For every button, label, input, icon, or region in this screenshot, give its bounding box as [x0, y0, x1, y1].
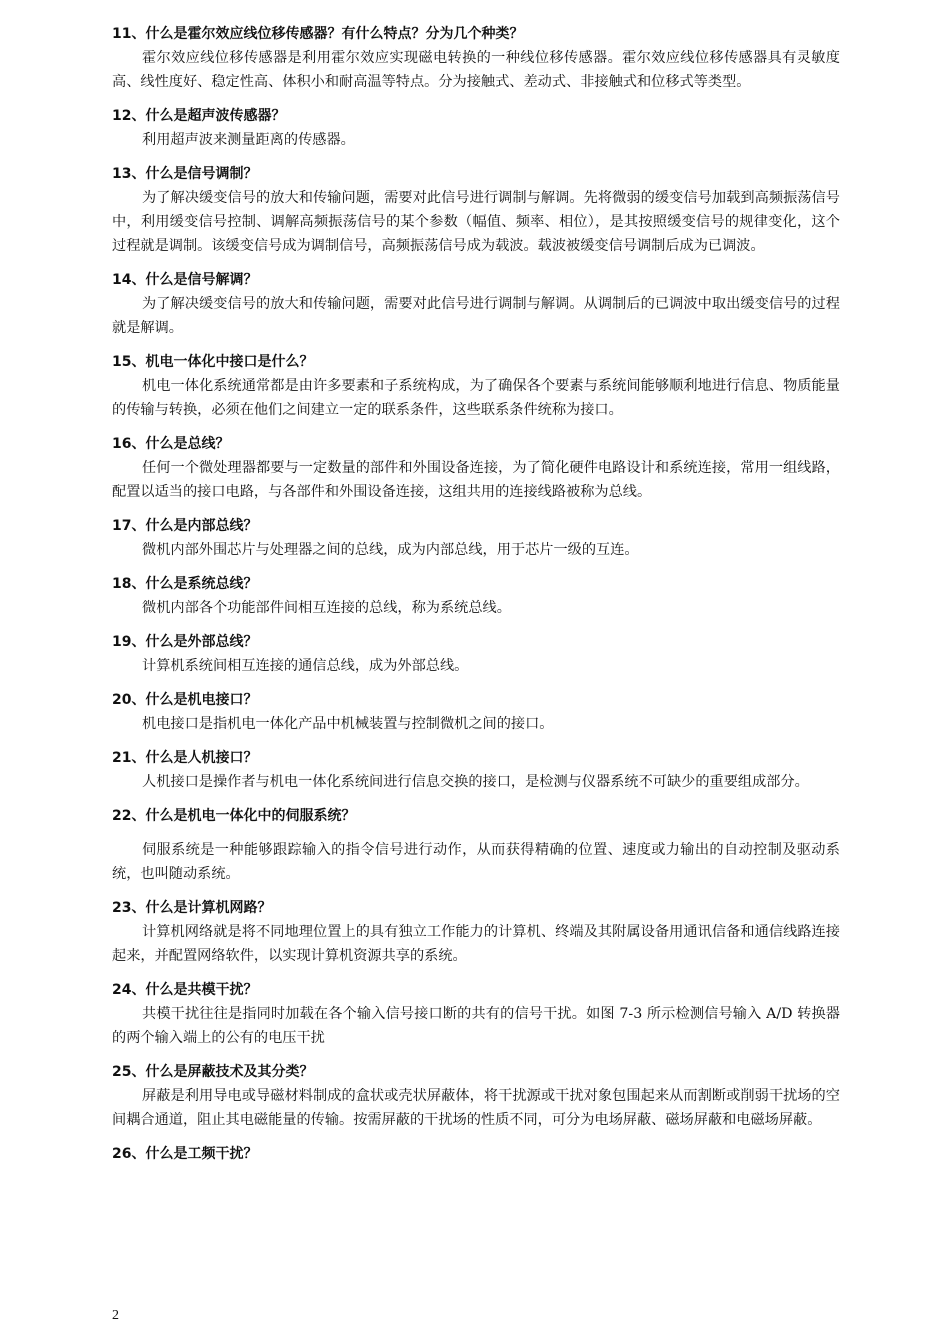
answer-text: 机电一体化系统通常都是由许多要素和子系统构成，为了确保各个要素与系统间能够顺利地进行信息、物质能量的传输与转换，必须在他们之间建立一定的联系条件，这些联系条件统称为接口。: [112, 378, 840, 418]
qa-item-25: [112, 1060, 840, 1132]
answer-text: 霍尔效应线位移传感器是利用霍尔效应实现磁电转换的一种线位移传感器。霍尔效应线位移传感器具有灵敏度高、线性度好、稳定性高、体积小和耐高温等特点。分为接触式、差动式、非接触式和位移式等类型。: [112, 50, 840, 90]
qa-item-23: [112, 896, 840, 968]
qa-item-20: [112, 688, 840, 736]
question-heading: 17、什么是内部总线？: [112, 518, 258, 534]
question-heading: 18、什么是系统总线？: [112, 576, 258, 592]
qa-list: [112, 22, 840, 1176]
answer-text: 为了解决缓变信号的放大和传输问题，需要对此信号进行调制与解调。从调制后的已调波中取出缓变信号的过程就是解调。: [112, 296, 840, 336]
question-heading: 11、什么是霍尔效应线位移传感器？有什么特点？分为几个种类？: [112, 26, 524, 42]
qa-item-24: [112, 978, 840, 1050]
question-heading: 26、什么是工频干扰？: [112, 1146, 258, 1162]
question-heading: 23、什么是计算机网路？: [112, 900, 272, 916]
answer-text: 计算机系统间相互连接的通信总线，成为外部总线。: [142, 658, 469, 674]
answer-text: 为了解决缓变信号的放大和传输问题，需要对此信号进行调制与解调。先将微弱的缓变信号加载到高频振荡信号中，利用缓变信号控制、调解高频振荡信号的某个参数（幅值、频率、相位），是其按照缓变信号的规律变化，这个过程就是调制。该缓变信号成为调制信号，高频振荡信号成为载波。载波被缓变信号调制后成为已调波。: [112, 190, 840, 254]
question-heading: 13、什么是信号调制？: [112, 166, 258, 182]
answer-text: 利用超声波来测量距离的传感器。: [142, 132, 355, 148]
qa-item-18: [112, 572, 840, 620]
qa-item-14: [112, 268, 840, 340]
question-heading: 19、什么是外部总线？: [112, 634, 258, 650]
question-heading: 21、什么是人机接口？: [112, 750, 258, 766]
answer-text: 伺服系统是一种能够跟踪输入的指令信号进行动作，从而获得精确的位置、速度或力输出的自动控制及驱动系统，也叫随动系统。: [112, 842, 840, 882]
qa-item-12: [112, 104, 840, 152]
qa-item-19: [112, 630, 840, 678]
answer-text: 任何一个微处理器都要与一定数量的部件和外围设备连接，为了简化硬件电路设计和系统连接，常用一组线路，配置以适当的接口电路，与各部件和外围设备连接，这组共用的连接线路被称为总线。: [112, 460, 840, 500]
question-heading: 14、什么是信号解调？: [112, 272, 258, 288]
question-heading: 24、什么是共模干扰？: [112, 982, 258, 998]
answer-text: 微机内部外围芯片与处理器之间的总线，成为内部总线，用于芯片一级的互连。: [142, 542, 639, 558]
qa-item-13: [112, 162, 840, 258]
question-heading: 25、什么是屏蔽技术及其分类？: [112, 1064, 314, 1080]
question-heading: 20、什么是机电接口？: [112, 692, 258, 708]
question-heading: 22、什么是机电一体化中的伺服系统？: [112, 808, 356, 824]
answer-text: 计算机网络就是将不同地理位置上的具有独立工作能力的计算机、终端及其附属设备用通讯信备和通信线路连接起来，并配置网络软件，以实现计算机资源共享的系统。: [112, 924, 840, 964]
question-heading: 15、机电一体化中接口是什么？: [112, 354, 314, 370]
question-heading: 12、什么是超声波传感器？: [112, 108, 286, 124]
qa-item-21: [112, 746, 840, 794]
qa-item-17: [112, 514, 840, 562]
page-number: 2: [112, 1308, 119, 1323]
answer-text: 人机接口是操作者与机电一体化系统间进行信息交换的接口，是检测与仪器系统不可缺少的重要组成部分。: [142, 774, 809, 790]
qa-item-16: [112, 432, 840, 504]
question-heading: 16、什么是总线？: [112, 436, 230, 452]
qa-item-22: [112, 804, 840, 886]
qa-item-11: [112, 22, 840, 94]
qa-item-26: [112, 1142, 840, 1166]
answer-text: 屏蔽是利用导电或导磁材料制成的盒状或壳状屏蔽体，将干扰源或干扰对象包围起来从而割断或削弱干扰场的空间耦合通道，阻止其电磁能量的传输。按需屏蔽的干扰场的性质不同，可分为电场屏蔽、磁场屏蔽和电磁场屏蔽。: [112, 1088, 840, 1128]
answer-text: 共模干扰往往是指同时加载在各个输入信号接口断的共有的信号干扰。如图 7-3 所示检测信号输入 A/D 转换器的两个输入端上的公有的电压干扰: [112, 1006, 840, 1046]
answer-text: 机电接口是指机电一体化产品中机械装置与控制微机之间的接口。: [142, 716, 554, 732]
answer-text: 微机内部各个功能部件间相互连接的总线，称为系统总线。: [142, 600, 511, 616]
qa-item-15: [112, 350, 840, 422]
